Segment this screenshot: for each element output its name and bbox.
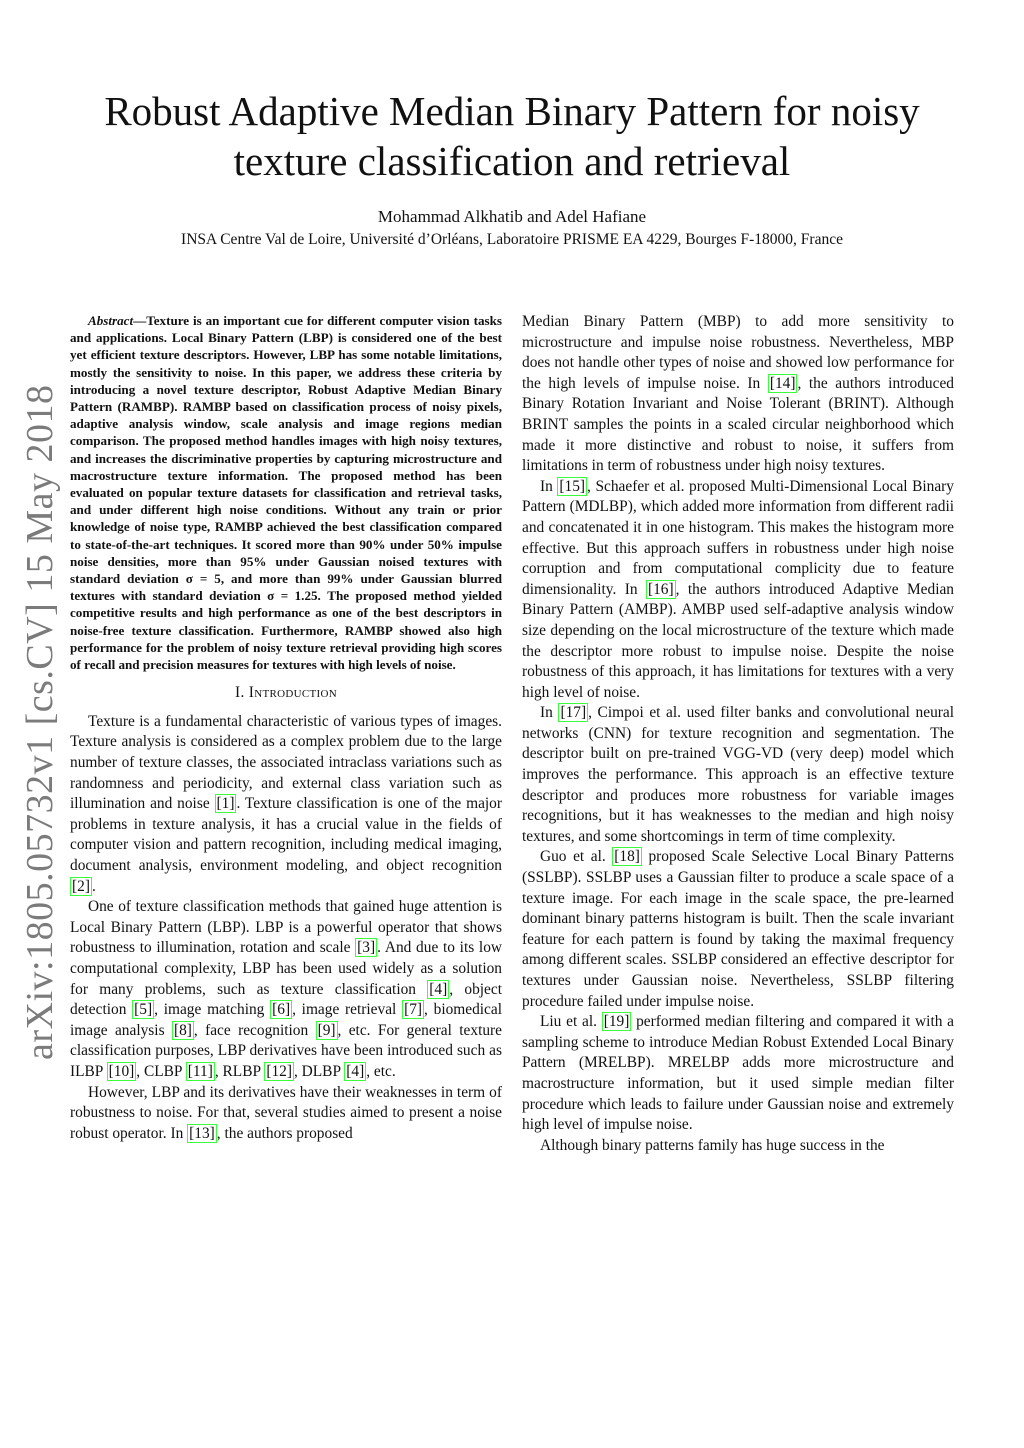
citation-link[interactable]: [13] [189,1124,215,1142]
citation-link[interactable]: [14] [769,374,796,392]
citation-link[interactable]: [15] [559,477,586,495]
citation-link[interactable]: [3] [357,939,376,957]
text-segment: , RLBP [214,1062,265,1080]
citation-link[interactable]: [9] [317,1021,336,1039]
text-segment: , biomedical image analysis [70,1001,502,1039]
paragraph [522,477,954,704]
citation-link[interactable]: [17] [560,704,587,722]
paragraph [522,1012,954,1136]
paragraph [70,1083,502,1145]
citation-link[interactable]: [18] [614,848,640,866]
text-segment: , face recognition [193,1021,316,1039]
text-segment: Although binary patterns family has huge success in the [540,1136,885,1154]
right-column [522,312,954,1156]
text-segment: . And due to its low computational complexity, LBP has been used widely as a solution for many problems, such as texture classification [70,939,503,998]
text-segment: , DLBP [293,1062,345,1080]
text-segment: , the authors introduced Binary Rotation Invariant and Noise Tolerant (BRINT). Although BRINT samples the points in a scaled circular neighborhood which made it more distinctive and robust to noise, it suffers from limitations in term of robustness under high noisy textures. [522,374,954,475]
author-list: Mohammad Alkhatib and Adel Hafiane [377,207,647,226]
abstract [70,312,502,673]
citation-link[interactable]: [8] [173,1021,192,1039]
citation-link[interactable]: [4] [429,980,448,998]
text-segment: In [540,477,558,495]
text-segment: Liu et al. [540,1013,602,1031]
section-title: Introduction [248,684,337,702]
abstract-text: —Texture is an important cue for different computer vision tasks and applications. Local Binary Pattern (LBP) is considered one of the best yet efficient texture descriptors. However, LBP has some notable limitations, mostly the sensitivity to noise. In this paper, we address these criteria by introducing a novel texture descriptor, Robust Adaptive Median Binary Pattern (RAMBP). RAMBP based on classification process of noisy pixels, adaptive analysis window, scale analysis and image regions median comparison. The proposed method handles images with high noisy textures, and increases the discriminative properties by capturing microstructure and macrostructure texture information. The proposed method has been evaluated on popular texture datasets for classification and retrieval tasks, and under different high noise conditions. Without any train or prior knowledge of noise type, RAMBP achieved the best classification compared to state-of-the-art techniques. It scored more than 90% under 50% impulse noise densities, more than 95% under Gaussian noised textures with standard deviation σ = 5, and more than 99% under Gaussian blurred textures with standard deviation σ = 1.25. The proposed method yielded competitive results and high performance as one of the best descriptors in noise-free texture classification. Furthermore, RAMBP showed also high performance for the problem of noisy texture retrieval providing high scores of recall and precision measures for textures with high levels of noise. [70,313,502,673]
abstract-label: Abstract [88,313,134,328]
paragraph [522,312,954,477]
citation-link[interactable]: [10] [108,1062,135,1080]
left-body-text [70,712,502,1144]
paragraph [522,703,954,847]
paragraph [522,847,954,1012]
title-line-2: texture classification and retrieval [233,138,791,184]
text-segment: However, LBP and its derivatives have their weaknesses in term of robustness to noise. For that, several studies aimed to present a noise robust operator. In [70,1083,502,1142]
citation-link[interactable]: [16] [647,580,674,598]
text-segment: , image matching [154,1001,271,1019]
citation-link[interactable]: [11] [187,1062,213,1080]
citation-link[interactable]: [2] [72,877,90,895]
citation-link[interactable]: [19] [603,1013,630,1031]
text-segment: , etc. For general texture classification purposes, LBP derivatives have been introduced such as ILBP [70,1021,503,1080]
text-segment: Guo et al. [540,848,613,866]
paragraph [70,897,502,1082]
title-line-1: Robust Adaptive Median Binary Pattern for noisy [104,88,920,134]
citation-link[interactable]: [5] [134,1001,153,1019]
text-segment: , the authors proposed [216,1124,353,1142]
citation-link[interactable]: [12] [266,1062,292,1080]
text-segment: performed median filtering and compared it with a sampling scheme to introduce Median Robust Extended Local Binary Pattern (MRELBP). MRELBP adds more microstructure and macrostructure information, but it used simple median filter procedure which leads to failure under Gaussian noise and extremely high level of impulse noise. [522,1013,954,1134]
citation-link[interactable]: [6] [272,1001,291,1019]
text-segment: , the authors introduced Adaptive Median Binary Pattern (AMBP). AMBP used self-adaptive analysis window size depending on the local microstructure of the texture which made the descriptor more robust to impulse noise. Despite the noise robustness of this approach, it has limitations for textures with a very high level of noise. [522,580,955,701]
text-segment: In [540,704,559,722]
text-segment: . Texture classification is one of the major problems in texture analysis, it has a crucial value in the fields of computer vision and pattern recognition, including medical imaging, document analysis, environment modeling, and object recognition [70,795,502,875]
section-number: I. [235,684,245,702]
affiliation: INSA Centre Val de Loire, Université d’Orléans, Laboratoire PRISME EA 4229, Bourges F-18000, France [181,231,843,248]
arxiv-identifier: arXiv:1805.05732v1 [cs.CV] 15 May 2018 [19,384,61,1060]
text-segment: , etc. [366,1062,396,1080]
text-segment: , Schaefer et al. proposed Multi-Dimensional Local Binary Pattern (MDLBP), which added more information from different radii and concatenated it in one histogram. This makes the histogram more effective. But this approach suffers in robustness under high noise corruption and from computational complicity due to feature dimensionality. In [522,477,954,598]
text-segment: . [91,877,96,895]
text-segment: proposed Scale Selective Local Binary Patterns (SSLBP). SSLBP uses a Gaussian filter to produce a scale space of a texture image. For each image in the scale space, the pre-learned dominant binary patterns histogram is built. Then the scale invariant feature for each pattern is found by taking the maximal frequency among different scales. SSLBP considered an effective descriptor for textures under Gaussian noise. Nevertheless, SSLBP filtering procedure failed under impulse noise. [522,848,954,1010]
citation-link[interactable]: [4] [346,1062,365,1080]
text-segment: , image retrieval [292,1001,403,1019]
text-segment: , CLBP [136,1062,186,1080]
citation-link[interactable]: [7] [404,1001,423,1019]
text-segment: Texture is a fundamental characteristic of various types of images. Texture analysis is considered as a complex problem due to the large number of texture classes, the associated intraclass variations such as randomness and periodicity, and external class variation such as illumination and noise [70,712,502,813]
text-segment: , Cimpoi et al. used filter banks and convolutional neural networks (CNN) for texture recognition and segmentation. The descriptor built on pre-trained VGG-VD (very deep) model which improves the performance. This approach is an effective texture descriptor and produces more robustness for variable images recognitions, but it has weaknesses to the median and high noisy textures, and some shortcomings in term of time complexity. [522,704,954,845]
paragraph [70,712,502,897]
section-heading-introduction [70,683,502,704]
right-body-text [522,312,954,1156]
text-segment: , object detection [70,980,502,1019]
text-segment: One of texture classification methods that gained huge attention is Local Binary Pattern (LBP). LBP is a powerful operator that shows robustness to illumination, rotation and scale [70,898,502,957]
citation-link[interactable]: [1] [216,795,235,813]
paper-title [60,86,964,186]
paragraph [522,1136,954,1157]
text-segment: Median Binary Pattern (MBP) to add more sensitivity to microstructure and impulse noise robustness. Nevertheless, MBP does not handle other types of noise and showed low performance for the high levels of impulse noise. In [522,313,954,392]
left-column [70,312,502,1144]
